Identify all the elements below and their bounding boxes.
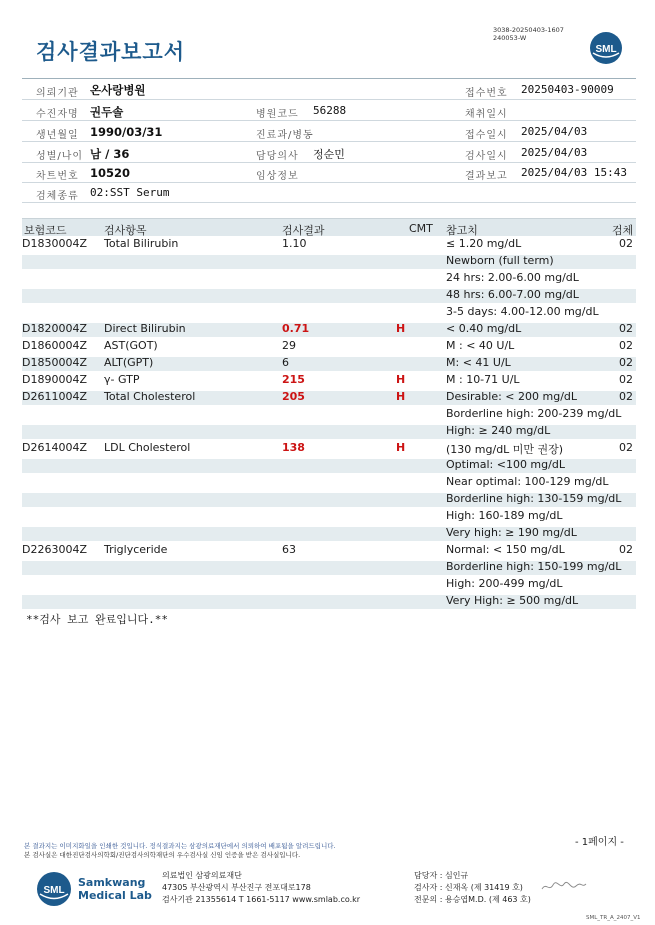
row-code: D1830004Z: [22, 237, 87, 250]
footer-specialist: 전문의 : 용승엽M.D. (제 463 호): [414, 895, 531, 904]
row-specimen: 02: [619, 322, 633, 335]
row-test-name: Total Bilirubin: [104, 237, 179, 250]
row-reference-line: Very High: ≥ 500 mg/dL: [446, 594, 579, 607]
row-test-name: LDL Cholesterol: [104, 441, 191, 454]
receipt-date-value: 2025/04/03: [521, 125, 588, 138]
row-reference-line: Normal: < 150 mg/dL: [446, 543, 565, 556]
row-code: D2614004Z: [22, 441, 87, 454]
row-result: 1.10: [282, 237, 307, 250]
document-id: SML_TR_A_2407_V1: [586, 915, 641, 921]
brand-line2: Medical Lab: [78, 889, 152, 902]
row-reference-line: ≤ 1.20 mg/dL: [446, 237, 522, 250]
row-result: 63: [282, 543, 296, 556]
chart-no-value: 10520: [90, 166, 131, 180]
row-reference-line: Very high: ≥ 190 mg/dL: [446, 526, 577, 539]
chart-no-label: 차트번호: [36, 171, 79, 182]
brand-line1: Samkwang: [78, 876, 146, 889]
row-reference-line: (130 mg/dL 미만 권장): [446, 443, 564, 456]
result-date-label: 결과보고: [465, 171, 508, 182]
row-test-name: Direct Bilirubin: [104, 322, 186, 335]
row-code: D1850004Z: [22, 356, 87, 369]
footer-org: 의료법인 삼광의료재단: [162, 871, 242, 880]
row-specimen: 02: [619, 373, 633, 386]
col-header-code: 보험코드: [24, 224, 67, 237]
sex-age-label: 성별/나이: [36, 151, 84, 162]
row-reference-line: Near optimal: 100-129 mg/dL: [446, 475, 609, 488]
row-reference-line: M: < 41 U/L: [446, 356, 511, 369]
receipt-no-value: 20250403-90009: [521, 83, 614, 96]
row-cmt-flag: H: [396, 441, 406, 454]
birth-label: 생년월일: [36, 130, 79, 141]
row-test-name: ALT(GPT): [104, 356, 154, 369]
row-reference-line: High: ≥ 240 mg/dL: [446, 424, 551, 437]
svg-text:SML: SML: [43, 885, 65, 896]
row-result: 138: [282, 441, 305, 454]
dept-label: 진료과/병동: [256, 130, 314, 141]
row-cmt-flag: H: [396, 390, 406, 403]
row-reference-line: Optimal: <100 mg/dL: [446, 458, 565, 471]
institution-label: 의뢰기관: [36, 88, 79, 99]
col-header-specimen: 검체: [612, 224, 634, 237]
col-header-cmt: CMT: [409, 222, 433, 235]
report-code-line2: 240053-W: [493, 34, 527, 42]
row-result: 215: [282, 373, 305, 386]
row-test-name: AST(GOT): [104, 339, 158, 352]
row-reference-line: Borderline high: 200-239 mg/dL: [446, 407, 622, 420]
row-specimen: 02: [619, 339, 633, 352]
footer-tester: 검사자 : 신재옥 (제 31419 호): [414, 883, 523, 892]
sample-type-label: 검체종류: [36, 191, 79, 202]
row-test-name: Total Cholesterol: [104, 390, 196, 403]
row-reference-line: High: 160-189 mg/dL: [446, 509, 563, 522]
col-header-result: 검사결과: [282, 224, 325, 237]
row-reference-line: Borderline high: 130-159 mg/dL: [446, 492, 622, 505]
row-reference-line: 3-5 days: 4.00-12.00 mg/dL: [446, 305, 599, 318]
row-reference-line: 48 hrs: 6.00-7.00 mg/dL: [446, 288, 579, 301]
report-code-line1: 3038-20250403-1607: [493, 26, 564, 34]
row-cmt-flag: H: [396, 322, 406, 335]
result-date-value: 2025/04/03 15:43: [521, 166, 627, 179]
patient-value: 권두솔: [90, 105, 124, 119]
sex-age-value: 남 / 36: [90, 147, 130, 161]
result-table-header: [22, 218, 636, 236]
col-header-item: 검사항목: [104, 224, 147, 237]
footer-manager: 담당자 : 심인규: [414, 871, 469, 880]
hospital-code-value: 56288: [313, 104, 347, 117]
row-test-name: Triglyceride: [104, 543, 168, 556]
report-code: [493, 26, 564, 42]
footer-address: 47305 부산광역시 부산진구 전포대로178: [162, 883, 311, 892]
row-code: D1890004Z: [22, 373, 87, 386]
page-number: - 1페이지 -: [575, 837, 624, 848]
row-result: 29: [282, 339, 296, 352]
row-test-name: γ- GTP: [104, 373, 140, 386]
sml-logo-text: SML: [595, 44, 617, 55]
row-specimen: 02: [619, 543, 633, 556]
doctor-value: 정순민: [313, 148, 345, 161]
footer-contact: 검사기관 21355614 T 1661-5117 www.smlab.co.kr: [162, 895, 361, 904]
row-reference-line: Desirable: < 200 mg/dL: [446, 390, 578, 403]
row-result: 0.71: [282, 322, 310, 335]
institution-value: 온사랑병원: [90, 83, 146, 97]
clinical-info-label: 임상정보: [256, 171, 299, 182]
row-specimen: 02: [619, 441, 633, 454]
row-specimen: 02: [619, 356, 633, 369]
row-reference-line: < 0.40 mg/dL: [446, 322, 522, 335]
collect-date-label: 채취일시: [465, 109, 508, 120]
birth-value: 1990/03/31: [90, 125, 163, 139]
report-title: 검사결과보고서: [36, 40, 186, 64]
row-result: 6: [282, 356, 289, 369]
row-specimen: 02: [619, 390, 633, 403]
hospital-code-label: 병원코드: [256, 109, 299, 120]
footer-org-block: [162, 870, 360, 906]
col-header-reference: 참고치: [446, 224, 478, 237]
sample-type-value: 02:SST Serum: [90, 186, 170, 199]
notice-accreditation: 본 검사실은 대한진단검사의학회/진단검사의학재단의 우수검사실 신임 인증을 받은 검사실입니다.: [24, 851, 301, 859]
row-result: 205: [282, 390, 305, 403]
receipt-date-label: 접수일시: [465, 130, 508, 141]
signature-image: [540, 878, 588, 894]
row-code: D1820004Z: [22, 322, 87, 335]
row-reference-line: Borderline high: 150-199 mg/dL: [446, 560, 622, 573]
sml-logo: [589, 31, 623, 65]
row-code: D1860004Z: [22, 339, 87, 352]
row-specimen: 02: [619, 237, 633, 250]
row-cmt-flag: H: [396, 373, 406, 386]
row-reference-line: Newborn (full term): [446, 254, 554, 267]
row-reference-line: M : < 40 U/L: [446, 339, 515, 352]
test-date-label: 검사일시: [465, 151, 508, 162]
row-code: D2263004Z: [22, 543, 87, 556]
row-reference-line: 24 hrs: 2.00-6.00 mg/dL: [446, 271, 579, 284]
patient-label: 수진자명: [36, 109, 79, 120]
row-reference-line: M : 10-71 U/L: [446, 373, 520, 386]
test-date-value: 2025/04/03: [521, 146, 588, 159]
row-code: D2611004Z: [22, 390, 87, 403]
notice-image-copy: 본 결과지는 이미지화일을 인쇄한 것입니다. 정식결과지는 삼광의료재단에서 의뢰하여 배포됨을 알려드립니다.: [24, 842, 336, 850]
row-reference-line: High: 200-499 mg/dL: [446, 577, 563, 590]
completion-message: **검사 보고 완료입니다.**: [26, 613, 168, 626]
receipt-no-label: 접수번호: [465, 88, 508, 99]
doctor-label: 담당의사: [256, 151, 299, 162]
footer-brand: [78, 876, 152, 902]
footer-staff-block: [414, 870, 531, 906]
sml-footer-logo: [36, 871, 72, 907]
